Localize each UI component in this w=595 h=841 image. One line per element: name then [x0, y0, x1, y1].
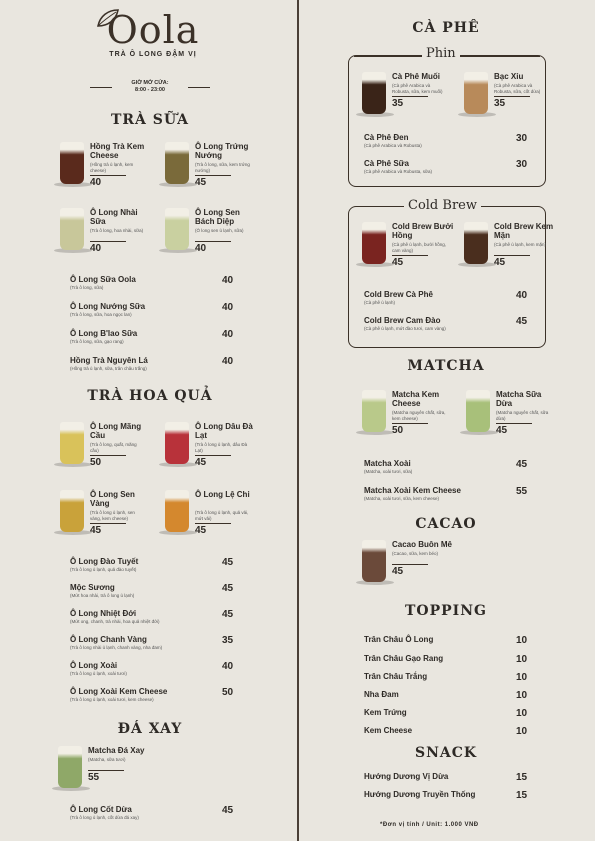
- price-underline: [392, 255, 428, 256]
- drink-name: Cacao Buôn Mê: [392, 540, 453, 549]
- brand-block: [88, 10, 218, 58]
- unit-note: *Đơn vị tính / Unit: 1.000 VNĐ: [380, 822, 479, 828]
- drink-desc: (Matcha, sữa tươi): [88, 757, 126, 762]
- drink-name: Matcha Kem Cheese: [392, 390, 440, 408]
- drink-price: 45: [494, 257, 506, 268]
- drink-name: Cà Phê Muối: [392, 72, 441, 81]
- menu-item-price: 15: [516, 772, 528, 783]
- featured-drink: [362, 540, 472, 598]
- menu-item-name: Ô Long Nhiệt Đới: [70, 609, 137, 618]
- menu-item-price: 40: [516, 290, 528, 301]
- drink-cup-icon: [464, 72, 488, 114]
- menu-item: [364, 654, 536, 663]
- section-title-matcha: MATCHA: [407, 358, 485, 374]
- drink-cup-icon: [165, 422, 189, 464]
- menu-item-name: Ô Long Sữa Oola: [70, 275, 136, 284]
- drink-cup-icon: [60, 142, 84, 184]
- drink-name: Ô Long Trứng Nướng: [195, 142, 249, 160]
- menu-item: [364, 772, 536, 781]
- menu-item-name: Hướng Dương Truyền Thống: [364, 790, 476, 799]
- menu-item-desc: (Mứt ong, chanh, trà nhài, hoa quả nhiệt đới): [70, 619, 160, 624]
- drink-desc: (Cà phê ủ lạnh, kem mặn): [494, 242, 547, 247]
- menu-item-price: 45: [222, 583, 234, 594]
- menu-item-price: 10: [516, 635, 528, 646]
- drink-name: Cold Brew Kem Mặn: [494, 222, 554, 240]
- menu-item: [364, 159, 536, 174]
- drink-desc: (Cà phê ủ lạnh, bưởi hồng, cam vàng): [392, 242, 446, 253]
- menu-item: [364, 726, 536, 735]
- drink-cup-icon: [165, 208, 189, 250]
- menu-item-price: 50: [222, 687, 234, 698]
- menu-item: [70, 356, 242, 371]
- menu-item-name: Ô Long B'lao Sữa: [70, 329, 138, 338]
- section-title-topping: TOPPING: [405, 603, 487, 619]
- menu-item: [364, 486, 536, 501]
- menu-item: [364, 690, 536, 699]
- drink-price: 50: [90, 457, 102, 468]
- menu-item-name: Nha Đam: [364, 690, 399, 699]
- menu-item-name: Cà Phê Sữa: [364, 159, 409, 168]
- menu-item: [70, 329, 242, 344]
- brand-name: Oola: [106, 8, 200, 52]
- hours-rule-left: [90, 87, 112, 88]
- drink-cup-icon: [466, 390, 490, 432]
- drink-price: 45: [195, 177, 207, 188]
- menu-item: [364, 708, 536, 717]
- featured-drink: [362, 222, 472, 280]
- drink-cup-icon: [362, 390, 386, 432]
- menu-item-name: Mộc Sương: [70, 583, 115, 592]
- menu-item-price: 45: [222, 609, 234, 620]
- featured-drink: [464, 72, 574, 130]
- menu-item-price: 45: [222, 805, 234, 816]
- menu-item-name: Ô Long Nướng Sữa: [70, 302, 146, 311]
- featured-drink: [60, 142, 170, 200]
- price-underline: [392, 564, 428, 565]
- menu-item-desc: (Cà phê ủ lạnh, mứt đào tươi, cam vàng): [364, 326, 446, 331]
- menu-item: [364, 672, 536, 681]
- drink-cup-icon: [362, 540, 386, 582]
- hours-rule-right: [188, 87, 210, 88]
- menu-item-price: 10: [516, 726, 528, 737]
- menu-item-name: Ô Long Chanh Vàng: [70, 635, 147, 644]
- drink-cup-icon: [464, 222, 488, 264]
- menu-item-desc: (Trà ô long ủ lạnh, xoài tươi, kem cheese): [70, 697, 154, 702]
- drink-desc: (Hồng trà ủ lạnh, kem cheese): [90, 162, 134, 173]
- featured-drink: [60, 422, 170, 480]
- section-title-ca-phe: CÀ PHÊ: [412, 20, 480, 36]
- menu-item-price: 30: [516, 133, 528, 144]
- menu-item: [70, 609, 242, 624]
- drink-name: Bạc Xỉu: [494, 72, 524, 81]
- menu-item-desc: (Matcha, xoài tươi, sữa, kem cheese): [364, 496, 440, 501]
- menu-item-desc: (Trà ô long, sữa, hoa ngọc lan): [70, 312, 132, 317]
- drink-price: 45: [90, 525, 102, 536]
- drink-name: Cold Brew Bưởi Hồng: [392, 222, 454, 240]
- menu-item-name: Trân Châu Gạo Rang: [364, 654, 444, 663]
- brand-tagline: TRÀ Ô LONG ĐẬM VỊ: [109, 51, 197, 58]
- featured-drink: [362, 72, 472, 130]
- menu-item-name: Trân Châu Trắng: [364, 672, 428, 681]
- price-underline: [195, 241, 231, 242]
- drink-price: 35: [494, 98, 506, 109]
- column-divider: [297, 0, 299, 841]
- drink-price: 40: [90, 243, 102, 254]
- menu-item-desc: (Trà ô long, sữa, gạo rang): [70, 339, 124, 344]
- section-title-tra-sua: TRÀ SỮA: [111, 112, 189, 128]
- drink-desc: (Cà phê Arabica và Robusta, sữa, cốt dừa): [494, 83, 541, 94]
- section-title-cacao: CACAO: [415, 516, 477, 532]
- drink-name: Ô Long Sen Bách Diệp: [195, 208, 240, 226]
- section-title-snack: SNACK: [414, 745, 478, 761]
- drink-desc: (Trà ô long, quất, mãng cầu): [90, 442, 137, 453]
- menu-item-name: Ô Long Cốt Dừa: [70, 805, 132, 814]
- price-underline: [195, 523, 231, 524]
- menu-item: [364, 459, 536, 474]
- drink-cup-icon: [362, 222, 386, 264]
- menu-item-name: Matcha Xoài: [364, 459, 411, 468]
- menu-item-name: Ô Long Xoài Kem Cheese: [70, 687, 168, 696]
- menu-item: [70, 805, 242, 820]
- drink-price: 45: [392, 257, 404, 268]
- price-underline: [90, 523, 126, 524]
- drink-desc: (Matcha nguyên chất, sữa, kem cheese): [392, 410, 446, 421]
- phin-label: Phin: [422, 46, 460, 61]
- menu-item: [70, 687, 242, 702]
- menu-item-desc: (Trà ô long ủ lạnh, cốt dừa đá xay): [70, 815, 139, 820]
- price-underline: [496, 423, 532, 424]
- drink-desc: (Cacao, sữa, kem béo): [392, 551, 439, 556]
- drink-price: 35: [392, 98, 404, 109]
- menu-item-desc: (Cà phê Arabica và Robusta, sữa): [364, 169, 433, 174]
- price-underline: [494, 255, 530, 256]
- menu-item: [70, 275, 242, 290]
- menu-item-name: Kem Cheese: [364, 726, 413, 735]
- menu-item: [70, 635, 242, 650]
- drink-desc: (Trà ô long, hoa nhài, sữa): [90, 228, 144, 233]
- menu-item-desc: (Trà ô long ủ lạnh, xoài tươi): [70, 671, 127, 676]
- featured-drink: [362, 390, 472, 448]
- menu-item-name: Trân Châu Ô Long: [364, 635, 434, 644]
- drink-name: Hồng Trà Kem Cheese: [90, 142, 145, 160]
- drink-desc: (Trà ô long, sữa, kem trứng nướng): [195, 162, 250, 173]
- menu-item-price: 45: [516, 316, 528, 327]
- drink-cup-icon: [60, 208, 84, 250]
- menu-item-name: Cà Phê Đen: [364, 133, 409, 142]
- menu-item-desc: (Hồng trà ủ lạnh, sữa, trân châu trắng): [70, 366, 147, 371]
- opening-hours: [90, 80, 210, 94]
- drink-name: Ô Long Mãng Cầu: [90, 422, 142, 440]
- menu-item: [70, 583, 242, 598]
- drink-cup-icon: [165, 490, 189, 532]
- menu-item: [364, 290, 536, 305]
- menu-item-desc: (Mứt hoa nhài, trà ô long ủ lạnh): [70, 593, 135, 598]
- menu-item-price: 10: [516, 690, 528, 701]
- menu-item-desc: (Matcha, xoài tươi, sữa): [364, 469, 413, 474]
- menu-item-price: 55: [516, 486, 528, 497]
- featured-drink: [165, 490, 275, 548]
- menu-item-price: 45: [516, 459, 528, 470]
- menu-item-name: Hồng Trà Nguyên Lá: [70, 356, 148, 365]
- drink-price: 45: [496, 425, 508, 436]
- menu-item: [364, 316, 536, 331]
- featured-drink: [60, 490, 170, 548]
- menu-item-desc: (Cà phê ủ lạnh): [364, 300, 396, 305]
- featured-drink: [165, 142, 275, 200]
- menu-item-price: 35: [222, 635, 234, 646]
- drink-cup-icon: [165, 142, 189, 184]
- menu-item-name: Ô Long Đào Tuyết: [70, 557, 139, 566]
- price-underline: [494, 96, 530, 97]
- price-underline: [88, 770, 124, 771]
- menu-item-price: 40: [222, 329, 234, 340]
- section-title-tra-hoa-qua: TRÀ HOA QUẢ: [87, 388, 213, 404]
- drink-desc: (Trà ô long ủ lạnh, sen vàng, kem cheese): [90, 510, 135, 521]
- menu-item: [70, 661, 242, 676]
- drink-name: Ô Long Nhài Sữa: [90, 208, 138, 226]
- drink-desc: (Trà ô long ủ lạnh, quả vải, mứt vải): [195, 510, 249, 521]
- featured-drink: [466, 390, 576, 448]
- menu-item-price: 40: [222, 661, 234, 672]
- drink-desc: (Matcha nguyên chất, sữa dừa): [496, 410, 549, 421]
- menu-item-price: 45: [222, 557, 234, 568]
- drink-name: Ô Long Lệ Chi: [195, 490, 250, 499]
- price-underline: [195, 175, 231, 176]
- menu-item: [364, 790, 536, 799]
- featured-drink: [464, 222, 574, 280]
- menu-item-price: 10: [516, 708, 528, 719]
- drink-desc: (Trà ô long ủ lạnh, dâu Đà Lạt): [195, 442, 248, 453]
- drink-cup-icon: [60, 422, 84, 464]
- menu-item-name: Kem Trứng: [364, 708, 407, 717]
- price-underline: [90, 175, 126, 176]
- hours-label: GIỜ MỞ CỬA:: [131, 80, 169, 86]
- menu-item-price: 15: [516, 790, 528, 801]
- cold-brew-label: Cold Brew: [404, 198, 481, 213]
- price-underline: [195, 455, 231, 456]
- drink-name: Ô Long Dâu Đà Lạt: [195, 422, 253, 440]
- drink-name: Matcha Sữa Dừa: [496, 390, 542, 408]
- featured-drink: [165, 422, 275, 480]
- menu-item: [70, 302, 242, 317]
- drink-price: 55: [88, 772, 100, 783]
- drink-price: 40: [195, 243, 207, 254]
- drink-cup-icon: [60, 490, 84, 532]
- menu-item-price: 40: [222, 302, 234, 313]
- menu-item-desc: (Cà phê Arabica và Robusta): [364, 143, 422, 148]
- featured-drink: [165, 208, 275, 266]
- drink-cup-icon: [362, 72, 386, 114]
- menu-item-name: Ô Long Xoài: [70, 661, 118, 670]
- menu-item-price: 30: [516, 159, 528, 170]
- section-title-da-xay: ĐÁ XAY: [117, 721, 183, 737]
- menu-item-desc: (Trà ô long ủ lạnh, quả đào tuyết): [70, 567, 137, 572]
- drink-desc: (Ô long sen ủ lạnh, sữa): [195, 228, 244, 233]
- menu-item: [364, 635, 536, 644]
- menu-item: [364, 133, 536, 148]
- price-underline: [392, 423, 428, 424]
- price-underline: [90, 241, 126, 242]
- menu-item-name: Matcha Xoài Kem Cheese: [364, 486, 461, 495]
- menu-item-desc: (Trà ô long nhài ủ lạnh, chanh vàng, nha đam): [70, 645, 163, 650]
- menu-item-price: 10: [516, 654, 528, 665]
- menu-item-name: Hướng Dương Vị Dừa: [364, 772, 449, 781]
- drink-name: Ô Long Sen Vàng: [90, 490, 135, 508]
- drink-price: 45: [195, 457, 207, 468]
- menu-item: [70, 557, 242, 572]
- featured-drink: [60, 208, 170, 266]
- drink-price: 50: [392, 425, 404, 436]
- menu-item-name: Cold Brew Cam Đào: [364, 316, 441, 325]
- menu-item-name: Cold Brew Cà Phê: [364, 290, 433, 299]
- menu-item-desc: (Trà ô long, sữa): [70, 285, 104, 290]
- drink-price: 40: [90, 177, 102, 188]
- leaf-logo-icon: [94, 8, 122, 30]
- drink-price: 45: [195, 525, 207, 536]
- menu-item-price: 10: [516, 672, 528, 683]
- drink-cup-icon: [58, 746, 82, 788]
- price-underline: [392, 96, 428, 97]
- drink-price: 45: [392, 566, 404, 577]
- price-underline: [90, 455, 126, 456]
- featured-drink: [58, 746, 168, 804]
- drink-desc: (Cà phê Arabica và Robusta, sữa, kem muối): [392, 83, 443, 94]
- menu-item-price: 40: [222, 356, 234, 367]
- hours-value: 8:00 - 23:00: [135, 87, 165, 93]
- drink-name: Matcha Đá Xay: [88, 746, 145, 755]
- menu-item-price: 40: [222, 275, 234, 286]
